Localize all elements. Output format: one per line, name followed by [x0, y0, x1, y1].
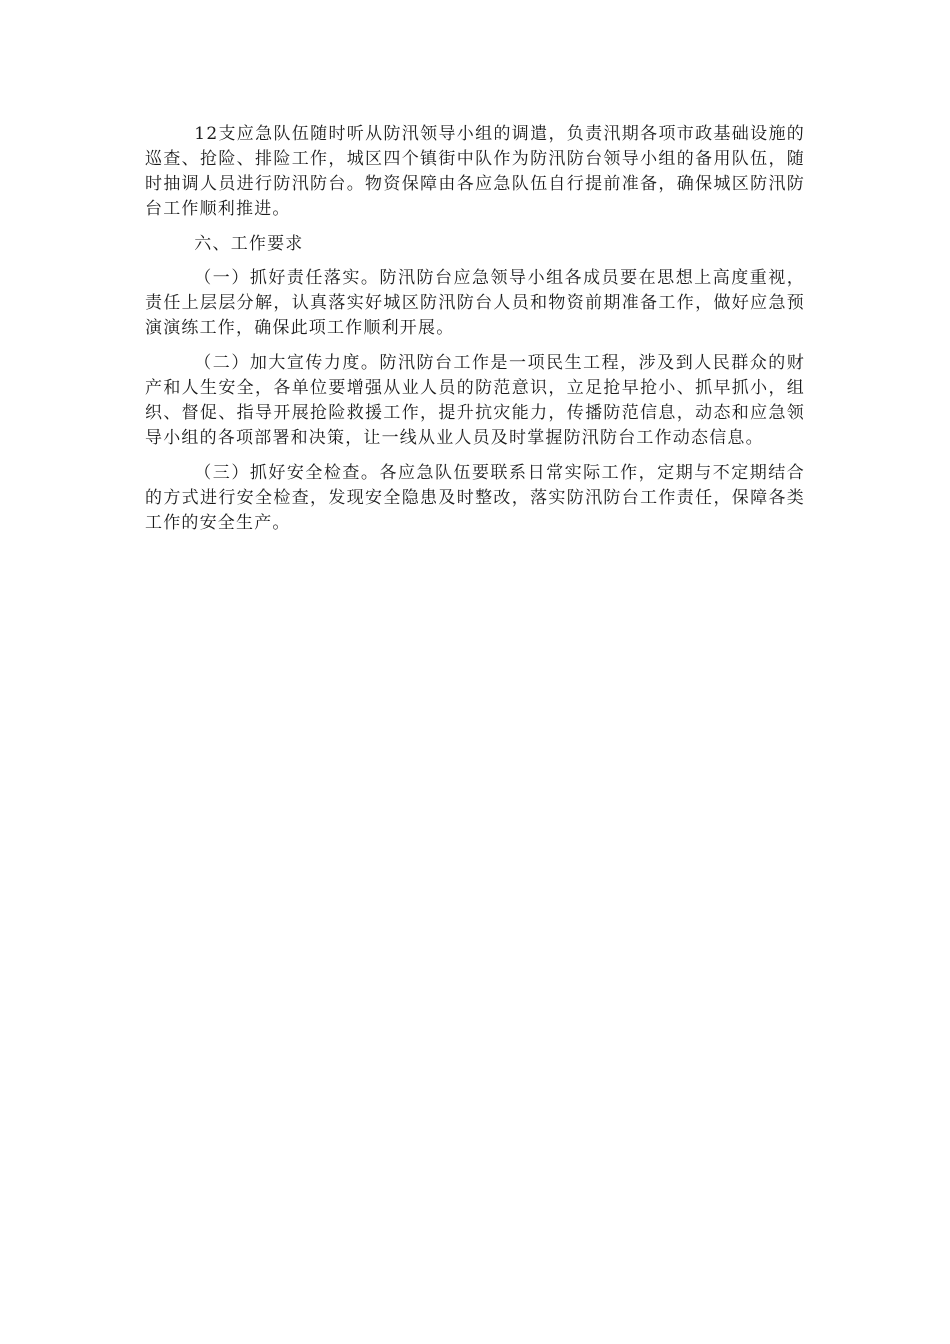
paragraph-publicity: （二）加大宣传力度。防汛防台工作是一项民生工程，涉及到人民群众的财产和人生安全，各单位要增强从业人员的防范意识，立足抢早抢小、抓早抓小，组织、督促、指导开展抢险救援工作，提升抗灾能力，传播防范信息，动态和应急领导小组的各项部署和决策，让一线从业人员及时掌握防汛防台工作动态信息。: [145, 353, 805, 448]
document-body: [145, 122, 805, 546]
section-heading-work-requirements: 六、工作要求: [194, 234, 304, 254]
paragraph-emergency-teams: 12支应急队伍随时听从防汛领导小组的调遣，负责汛期各项市政基础设施的巡查、抢险、排险工作，城区四个镇街中队作为防汛防台领导小组的备用队伍，随时抽调人员进行防汛防台。物资保障由各应急队伍自行提前准备，确保城区防汛防台工作顺利推进。: [145, 124, 805, 219]
paragraph-safety-inspection: （三）抓好安全检查。各应急队伍要联系日常实际工作，定期与不定期结合的方式进行安全检查，发现安全隐患及时整改，落实防汛防台工作责任，保障各类工作的安全生产。: [145, 463, 805, 533]
paragraph-responsibility: （一）抓好责任落实。防汛防台应急领导小组各成员要在思想上高度重视，责任上层层分解，认真落实好城区防汛防台人员和物资前期准备工作，做好应急预演演练工作，确保此项工作顺利开展。: [145, 268, 805, 338]
